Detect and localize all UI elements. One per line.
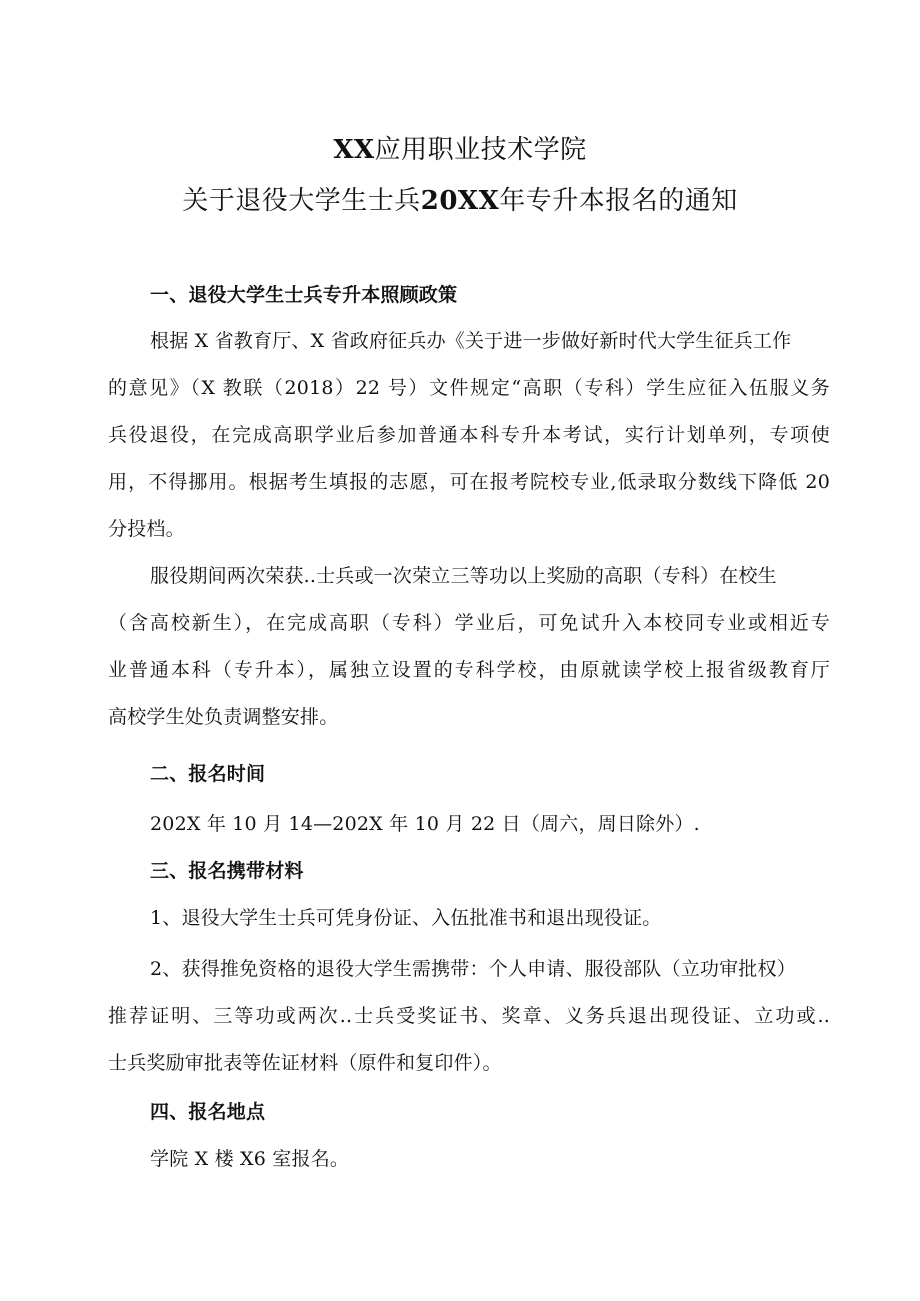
section-2-paragraph: 202X 年 10 月 14—202X 年 10 月 22 日（周六，周日除外）. xyxy=(150,813,700,835)
document-title-line1 xyxy=(0,133,920,167)
section-1-paragraph-1-line: 根据 X 省教育厅、X 省政府征兵办《关于进一步做好新时代大学生征兵工作 xyxy=(150,330,792,352)
title-line2-bold: 20XX xyxy=(420,186,500,216)
title-rest: 应用职业技术学院 xyxy=(374,135,587,165)
section-3-item-1: 1、退役大学生士兵可凭身份证、入伍批准书和退出现役证。 xyxy=(150,907,662,929)
section-3-item-2-line: 2、获得推免资格的退役大学生需携带：个人申请、服役部队（立功审批权） xyxy=(150,958,796,980)
section-1-paragraph-1-line: 用，不得挪用。根据考生填报的志愿，可在报考院校专业,低录取分数线下降低 20 xyxy=(108,471,830,493)
section-3-item-2-line: 士兵奖励审批表等佐证材料（原件和复印件）。 xyxy=(108,1052,502,1074)
section-2-heading: 二、报名时间 xyxy=(150,763,266,785)
title-line2-pre: 关于退役大学生士兵 xyxy=(182,186,421,216)
section-1-paragraph-2-line: 高校学生处负责调整安排。 xyxy=(108,706,339,728)
section-1-paragraph-1-line: 的意见》（X 教联（2018）22 号）文件规定“高职（专科）学生应征入伍服义务 xyxy=(108,377,830,399)
title-bold-prefix: XX xyxy=(333,135,375,165)
section-1-paragraph-2-line: （含高校新生），在完成高职（专科）学业后，可免试升入本校同专业或相近专 xyxy=(108,612,830,634)
section-1-heading: 一、退役大学生士兵专升本照顾政策 xyxy=(150,284,458,306)
section-4-paragraph: 学院 X 楼 X6 室报名。 xyxy=(150,1148,350,1170)
section-1-paragraph-1-line: 兵役退役，在完成高职学业后参加普通本科专升本考试，实行计划单列，专项使 xyxy=(108,424,830,446)
section-1-paragraph-2-line: 业普通本科（专升本），属独立设置的专科学校，由原就读学校上报省级教育厅 xyxy=(108,659,830,681)
document-title-line2 xyxy=(0,184,920,218)
section-1-paragraph-2-line: 服役期间两次荣获..士兵或一次荣立三等功以上奖励的高职（专科）在校生 xyxy=(150,565,777,587)
section-3-heading: 三、报名携带材料 xyxy=(150,860,304,882)
section-1-paragraph-1-line: 分投档。 xyxy=(108,518,185,540)
section-4-heading: 四、报名地点 xyxy=(150,1101,266,1123)
title-line2-post: 年专升本报名的通知 xyxy=(499,186,738,216)
section-3-item-2-line: 推荐证明、三等功或两次..士兵受奖证书、奖章、义务兵退出现役证、立功或.. xyxy=(108,1005,830,1027)
